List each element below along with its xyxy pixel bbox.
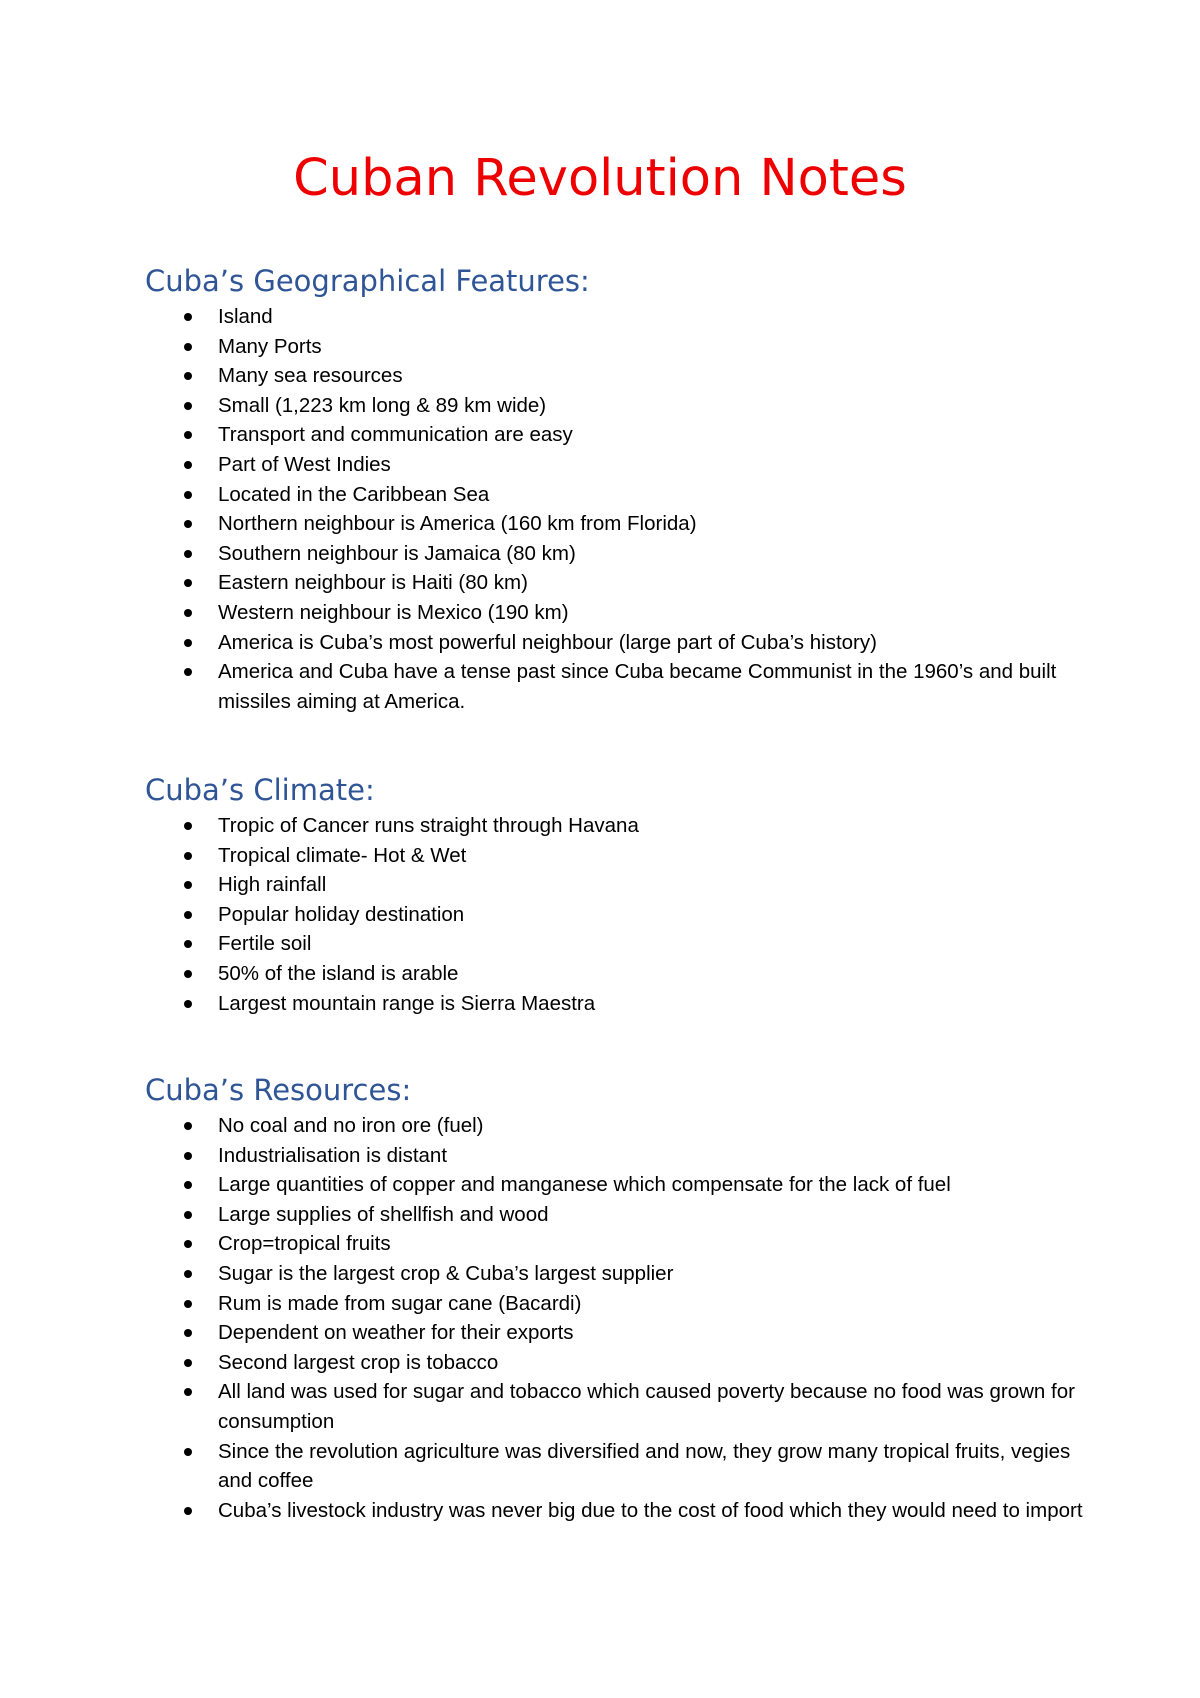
list-item-text: Northern neighbour is America (160 km from Florida) [218,512,697,536]
list-item-text: Rum is made from sugar cane (Bacardi) [218,1291,582,1315]
list-item [145,568,1085,598]
list-item [145,900,1085,930]
bullet-icon [184,431,192,439]
list-item-text: Many sea resources [218,364,403,388]
list-item-text: Industrialisation is distant [218,1143,448,1167]
list-item-text: Crop=tropical fruits [218,1232,391,1256]
bullet-icon [184,1181,192,1189]
list-item [145,539,1085,569]
bullet-icon [184,1329,192,1337]
list-item [145,332,1085,362]
list-item-text: Small (1,223 km long & 89 km wide) [218,393,547,417]
list-item [145,450,1085,480]
bullet-icon [184,970,192,978]
list-item [145,361,1085,391]
list-item-text: Sugar is the largest crop & Cuba’s largest supplier [218,1261,674,1285]
bullet-icon [184,1000,192,1008]
list-item [145,1348,1085,1378]
list-item-text: Fertile soil [218,932,312,956]
list-item-text: Transport and communication are easy [218,423,573,447]
bullet-list [145,1111,1085,1525]
list-item-text: Largest mountain range is Sierra Maestra [218,991,596,1015]
list-item [145,959,1085,989]
list-item [145,1170,1085,1200]
bullet-icon [184,520,192,528]
section-resources [145,1073,1085,1525]
section-heading: Cuba’s Geographical Features: [145,264,590,298]
bullet-icon [184,1300,192,1308]
bullet-icon [184,940,192,948]
bullet-icon [184,1152,192,1160]
bullet-icon [184,372,192,380]
bullet-icon [184,911,192,919]
list-item-text: Located in the Caribbean Sea [218,482,490,506]
list-item [145,480,1085,510]
list-item [145,420,1085,450]
list-item [145,1259,1085,1289]
section-geographical-features [145,264,1085,716]
bullet-icon [184,1359,192,1367]
bullet-list [145,302,1085,716]
bullet-icon [184,313,192,321]
list-item-text: All land was used for sugar and tobacco which caused poverty because no food was grown for consumption [218,1380,1075,1433]
list-item [145,1200,1085,1230]
bullet-icon [184,402,192,410]
list-item [145,1437,1085,1496]
list-item [145,509,1085,539]
list-item-text: Cuba’s livestock industry was never big due to the cost of food which they would need to import [218,1498,1083,1522]
bullet-icon [184,668,192,676]
list-item-text: Island [218,305,273,328]
bullet-icon [184,1240,192,1248]
list-item [145,657,1085,716]
section-heading: Cuba’s Climate: [145,773,375,807]
list-item-text: Southern neighbour is Jamaica (80 km) [218,541,576,565]
list-item [145,1229,1085,1259]
list-item [145,598,1085,628]
bullet-icon [184,852,192,860]
list-item-text: Dependent on weather for their exports [218,1321,574,1345]
bullet-icon [184,1211,192,1219]
bullet-icon [184,1507,192,1515]
bullet-icon [184,343,192,351]
bullet-icon [184,609,192,617]
bullet-icon [184,822,192,830]
bullet-icon [184,1388,192,1396]
list-item-text: No coal and no iron ore (fuel) [218,1114,484,1137]
list-item [145,1318,1085,1348]
list-item [145,1377,1085,1436]
list-item [145,1496,1085,1526]
list-item [145,628,1085,658]
bullet-icon [184,491,192,499]
list-item-text: America is Cuba’s most powerful neighbour (large part of Cuba’s history) [218,630,877,654]
list-item-text: Popular holiday destination [218,902,465,926]
document-title: Cuban Revolution Notes [293,149,907,208]
list-item [145,870,1085,900]
list-item-text: Large supplies of shellfish and wood [218,1202,549,1226]
list-item [145,391,1085,421]
list-item-text: Part of West Indies [218,452,391,476]
bullet-list [145,811,1085,1018]
bullet-icon [184,1448,192,1456]
list-item [145,1289,1085,1319]
section-climate [145,773,1085,1018]
list-item [145,929,1085,959]
list-item [145,841,1085,871]
list-item-text: Second largest crop is tobacco [218,1350,499,1374]
list-item [145,989,1085,1019]
section-heading: Cuba’s Resources: [145,1073,412,1107]
list-item-text: Large quantities of copper and manganese which compensate for the lack of fuel [218,1173,951,1197]
list-item-text: Western neighbour is Mexico (190 km) [218,600,569,624]
bullet-icon [184,461,192,469]
list-item-text: Since the revolution agriculture was diversified and now, they grow many tropical fruits, vegies and coffee [218,1439,1071,1493]
list-item [145,1141,1085,1171]
list-item [145,302,1085,332]
list-item [145,811,1085,841]
list-item-text: Tropic of Cancer runs straight through Havana [218,814,639,837]
list-item-text: 50% of the island is arable [218,961,459,985]
bullet-icon [184,639,192,647]
bullet-icon [184,1270,192,1278]
bullet-icon [184,881,192,889]
list-item-text: High rainfall [218,873,327,897]
list-item-text: Tropical climate- Hot & Wet [218,843,467,867]
list-item-text: Many Ports [218,334,322,358]
bullet-icon [184,550,192,558]
list-item-text: America and Cuba have a tense past since Cuba became Communist in the 1960’s and built missiles aiming at America. [218,660,1057,713]
list-item-text: Eastern neighbour is Haiti (80 km) [218,571,528,595]
list-item [145,1111,1085,1141]
bullet-icon [184,579,192,587]
bullet-icon [184,1122,192,1130]
